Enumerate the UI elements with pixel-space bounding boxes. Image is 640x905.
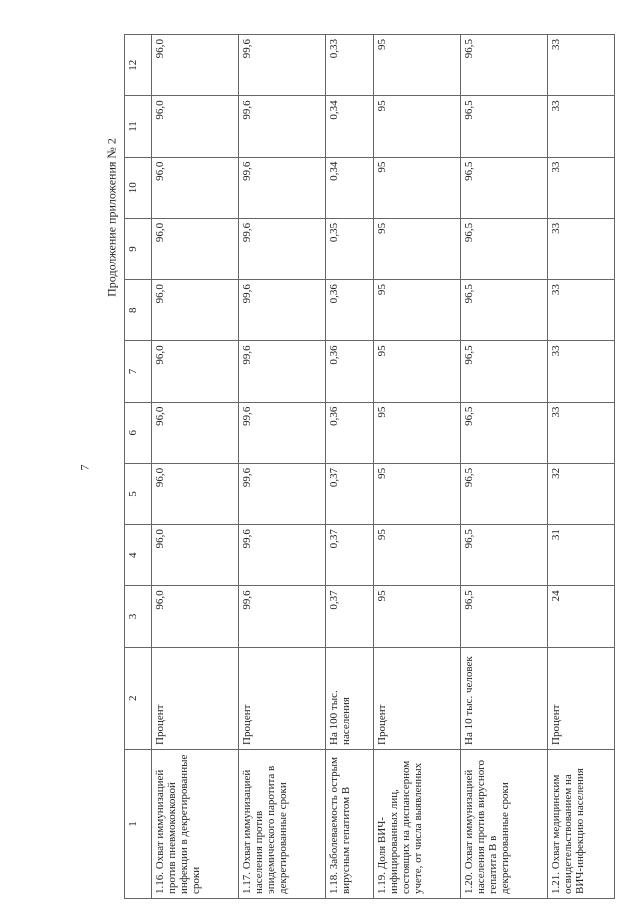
value-cell: 96,0 (152, 525, 239, 586)
value-cell: 96,5 (460, 35, 547, 96)
value-cell: 95 (373, 218, 460, 279)
value-cell: 0,34 (326, 96, 374, 157)
value-cell: 96,0 (152, 157, 239, 218)
header-cell: 12 (125, 35, 152, 96)
value-cell: 99,6 (239, 157, 326, 218)
value-cell: 96,0 (152, 280, 239, 341)
value-cell: 96,0 (152, 96, 239, 157)
value-cell: 33 (547, 280, 614, 341)
header-cell: 1 (125, 749, 152, 898)
value-cell: 95 (373, 96, 460, 157)
value-cell: 96,5 (460, 218, 547, 279)
indicator-unit: На 10 тыс. человек (460, 647, 547, 749)
table-row (547, 35, 614, 899)
value-cell: 33 (547, 96, 614, 157)
value-cell: 0,37 (326, 586, 374, 647)
header-cell: 10 (125, 157, 152, 218)
header-cell: 6 (125, 402, 152, 463)
value-cell: 96,0 (152, 586, 239, 647)
value-cell: 0,37 (326, 525, 374, 586)
value-cell: 96,5 (460, 280, 547, 341)
value-cell: 0,36 (326, 341, 374, 402)
value-cell: 95 (373, 586, 460, 647)
value-cell: 99,6 (239, 218, 326, 279)
value-cell: 96,0 (152, 402, 239, 463)
value-cell: 96,0 (152, 341, 239, 402)
value-cell: 96,5 (460, 157, 547, 218)
indicator-name: 1.17. Охват иммунизацией населения против эпидемического паротита в декретированные сроки (239, 749, 326, 898)
value-cell: 96,5 (460, 96, 547, 157)
value-cell: 0,33 (326, 35, 374, 96)
value-cell: 24 (547, 586, 614, 647)
value-cell: 99,6 (239, 463, 326, 524)
value-cell: 99,6 (239, 96, 326, 157)
indicator-unit: Процент (152, 647, 239, 749)
indicator-name: 1.21. Охват медицинским освидетельствованием на ВИЧ-инфекцию населения (547, 749, 614, 898)
value-cell: 96,5 (460, 341, 547, 402)
header-cell: 3 (125, 586, 152, 647)
value-cell: 99,6 (239, 525, 326, 586)
header-cell: 9 (125, 218, 152, 279)
value-cell: 0,34 (326, 157, 374, 218)
table-row (373, 35, 460, 899)
indicator-unit: На 100 тыс. населения (326, 647, 374, 749)
value-cell: 31 (547, 525, 614, 586)
header-cell: 5 (125, 463, 152, 524)
indicator-name: 1.20. Охват иммунизацией населения против вирусного гепатита В в декретированные сроки (460, 749, 547, 898)
value-cell: 95 (373, 463, 460, 524)
table-container (124, 34, 615, 899)
value-cell: 33 (547, 157, 614, 218)
value-cell: 0,35 (326, 218, 374, 279)
value-cell: 95 (373, 157, 460, 218)
value-cell: 99,6 (239, 586, 326, 647)
header-cell: 4 (125, 525, 152, 586)
table-row (460, 35, 547, 899)
value-cell: 0,36 (326, 402, 374, 463)
indicator-name: 1.16. Охват иммунизацией против пневмококковой инфекции в декретированные сроки (152, 749, 239, 898)
appendix-title: Продолжение приложения № 2 (104, 138, 119, 297)
indicators-table (124, 34, 615, 899)
header-row (125, 35, 152, 899)
value-cell: 33 (547, 218, 614, 279)
value-cell: 95 (373, 402, 460, 463)
table-row (152, 35, 239, 899)
indicator-name: 1.19. Доля ВИЧ-инфицированных лиц, состоящих на диспансерном учете, от числа выявленных (373, 749, 460, 898)
value-cell: 33 (547, 341, 614, 402)
value-cell: 95 (373, 35, 460, 96)
value-cell: 96,5 (460, 463, 547, 524)
value-cell: 0,37 (326, 463, 374, 524)
indicator-unit: Процент (373, 647, 460, 749)
value-cell: 33 (547, 402, 614, 463)
page-number: 7 (77, 464, 92, 471)
value-cell: 99,6 (239, 280, 326, 341)
table-row (326, 35, 374, 899)
value-cell: 95 (373, 525, 460, 586)
value-cell: 95 (373, 341, 460, 402)
value-cell: 96,0 (152, 35, 239, 96)
value-cell: 99,6 (239, 341, 326, 402)
value-cell: 96,5 (460, 402, 547, 463)
indicator-unit: Процент (239, 647, 326, 749)
header-cell: 2 (125, 647, 152, 749)
indicator-unit: Процент (547, 647, 614, 749)
value-cell: 33 (547, 35, 614, 96)
value-cell: 95 (373, 280, 460, 341)
value-cell: 96,5 (460, 525, 547, 586)
header-cell: 11 (125, 96, 152, 157)
indicator-name: 1.18. Заболеваемость острым вирусным гепатитом В (326, 749, 374, 898)
value-cell: 32 (547, 463, 614, 524)
value-cell: 99,6 (239, 35, 326, 96)
table-row (239, 35, 326, 899)
header-cell: 8 (125, 280, 152, 341)
header-cell: 7 (125, 341, 152, 402)
value-cell: 96,0 (152, 218, 239, 279)
value-cell: 96,0 (152, 463, 239, 524)
value-cell: 99,6 (239, 402, 326, 463)
value-cell: 96,5 (460, 586, 547, 647)
value-cell: 0,36 (326, 280, 374, 341)
